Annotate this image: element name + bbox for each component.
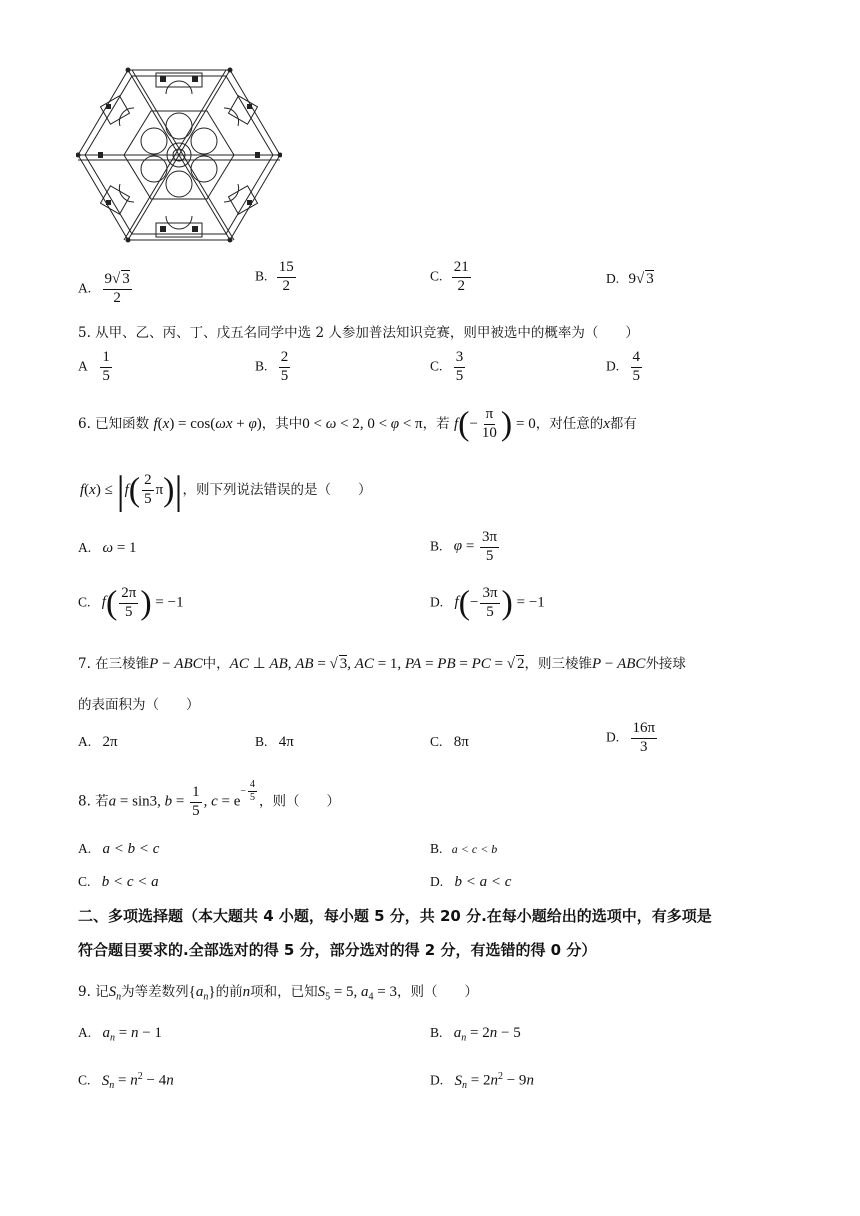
q6-stem: 6. 已知函数 f(x) = cos(ωx + φ)，其中0 < ω < 2, 0 < φ < π，若 f(− $\frac{\pi}{10}$ ) = 0，对任意的x都有	[78, 405, 637, 443]
q8-option-c[interactable]: C. b < c < a	[78, 874, 159, 890]
q7-stem-line2: 的表面积为（ ）	[78, 697, 200, 713]
q9-stem: 9. 记$S_n$为等差数列$\{a_n\}$的前n项和，已知$S_5 = 5$, $a_4 = 3$，则（ ）	[78, 984, 479, 1003]
q4-option-d[interactable]: D. 9√ 3	[606, 271, 654, 287]
q6-option-c[interactable]: C. f( $\frac{2\pi}{5}$ ) = −1	[78, 584, 184, 622]
q5-option-c[interactable]: C. $\frac{3}{5}$	[430, 349, 464, 384]
section2-heading-line2: 符合题目要求的.全部选对的得 5 分，部分选对的得 2 分，有选错的得 0 分）	[78, 941, 597, 959]
q6-option-d[interactable]: D. f(− $\frac{3\pi}{5}$ ) = −1	[430, 584, 545, 622]
hexagonal-mechanism-figure	[76, 66, 282, 244]
q7-option-b[interactable]: B. 4π	[255, 734, 294, 750]
q4-option-c[interactable]: C. $\frac{21}{2}$	[430, 259, 469, 294]
q7-option-c[interactable]: C. 8π	[430, 734, 469, 750]
q9-option-b[interactable]: B. $a_n = 2n - 5$	[430, 1025, 521, 1044]
q8-stem: 8. 若a = sin3, b = $\frac{1}{5}$ , $c = e^{- \frac{4}{5}}$ ，则（ ）	[78, 778, 341, 819]
q5-stem: 5. 从甲、乙、丙、丁、戊五名同学中选 2 人参加普法知识竞赛，则甲被选中的概率为（ ）	[78, 325, 639, 341]
q9-option-a[interactable]: A. $a_n = n - 1$	[78, 1025, 162, 1044]
section2-heading-line1: 二、多项选择题（本大题共 4 小题，每小题 5 分，共 20 分.在每小题给出的选项中，有多项是	[78, 907, 712, 925]
q8-option-a[interactable]: A. a < b < c	[78, 841, 160, 857]
q6-stem-line2: f(x) ≤ |f( $\frac{2}{5}$ π)|，则下列说法错误的是（ ）	[80, 467, 372, 513]
q8-option-b[interactable]: B. a < c < b	[430, 841, 498, 856]
q7-stem: 7. 在三棱锥P − ABC中，AC ⊥ AB, AB = √ 3, AC = 1, PA = PB = PC = √ 2，则三棱锥P − ABC外接球	[78, 656, 686, 672]
q4-option-b[interactable]: B. $\frac{15}{2}$	[255, 259, 294, 294]
q4-option-a[interactable]: A. $\frac{9√ 3}{2}$	[78, 271, 130, 306]
q5-option-a[interactable]: A $\frac{1}{5}$	[78, 349, 110, 384]
q5-option-d[interactable]: D. $\frac{4}{5}$	[606, 349, 640, 384]
q6-option-b[interactable]: B. φ = $\frac{3\pi}{5}$	[430, 529, 498, 564]
q9-option-d[interactable]: D. $S_n = 2n^2 - 9n$	[430, 1071, 534, 1092]
q8-option-d[interactable]: D. b < a < c	[430, 874, 512, 890]
q5-option-b[interactable]: B. $\frac{2}{5}$	[255, 349, 289, 384]
q9-option-c[interactable]: C. $S_n = n^2 - 4n$	[78, 1071, 174, 1092]
q6-option-a[interactable]: A. ω = 1	[78, 540, 137, 556]
q7-option-d[interactable]: D. $\frac{16\pi}{3}$	[606, 720, 656, 755]
q7-option-a[interactable]: A. 2π	[78, 734, 118, 750]
